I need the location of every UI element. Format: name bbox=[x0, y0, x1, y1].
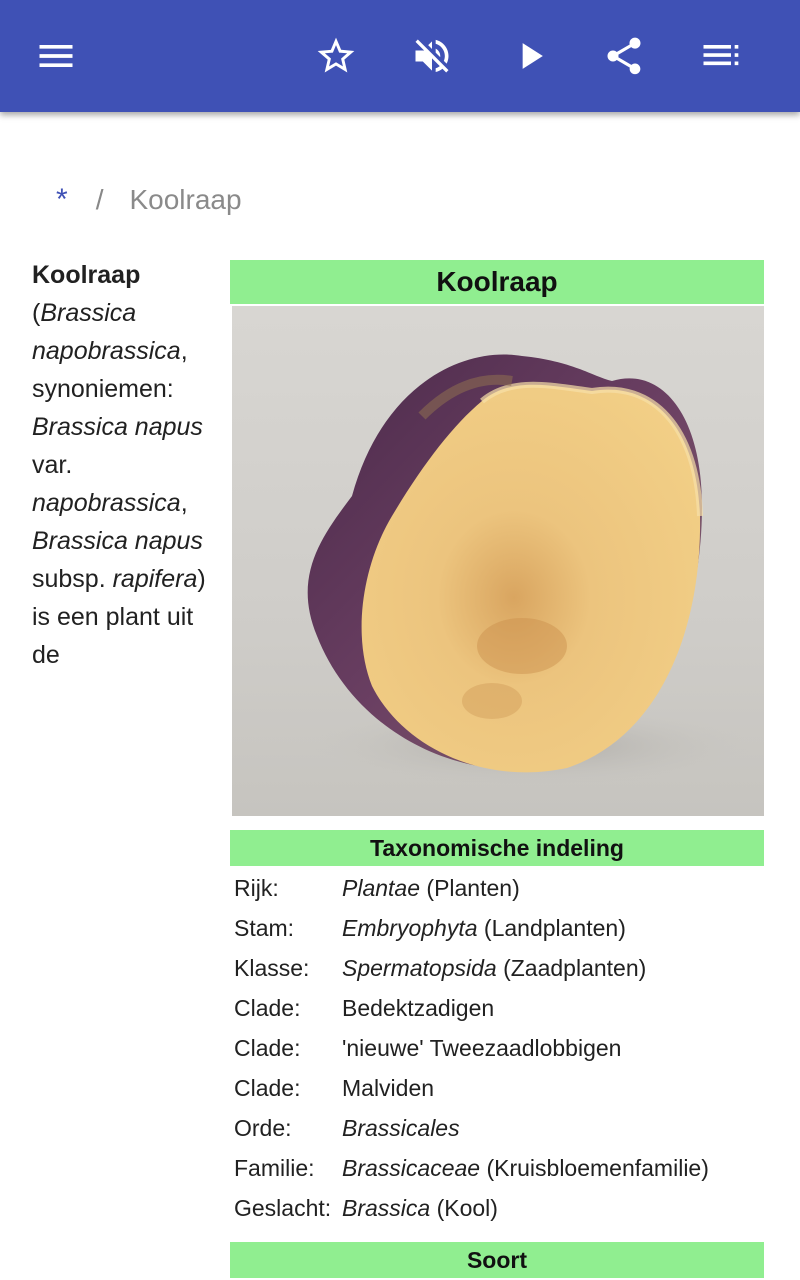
taxonomy-rank: Rijk: bbox=[234, 874, 279, 901]
taxonomy-row bbox=[230, 1108, 764, 1148]
intro-text: ( bbox=[32, 299, 41, 327]
taxonomy-rank: Orde: bbox=[234, 1114, 292, 1141]
app-bar bbox=[0, 0, 800, 112]
taxonomy-common-name: (Kool) bbox=[430, 1194, 498, 1221]
taxonomy-value[interactable] bbox=[342, 995, 494, 1022]
menu-icon bbox=[34, 34, 78, 78]
play-icon bbox=[508, 34, 552, 78]
taxonomy-rank: Familie: bbox=[234, 1154, 315, 1181]
contents-button[interactable] bbox=[684, 20, 756, 92]
menu-button[interactable] bbox=[20, 20, 92, 92]
rutabaga-photo[interactable] bbox=[232, 306, 764, 816]
taxonomy-row bbox=[230, 1068, 764, 1108]
taxonomy-common-name: (Planten) bbox=[420, 874, 520, 901]
taxonomy-row bbox=[230, 988, 764, 1028]
taxonomy-scientific-name: Brassicales bbox=[342, 1114, 460, 1141]
synonym-name: Brassica napus bbox=[32, 413, 203, 441]
intro-text: , bbox=[180, 337, 188, 365]
volume-off-icon bbox=[410, 34, 454, 78]
taxonomy-table bbox=[230, 868, 764, 1228]
share-button[interactable] bbox=[588, 20, 660, 92]
star-outline-icon bbox=[314, 34, 358, 78]
taxonomy-value[interactable] bbox=[342, 1115, 460, 1142]
breadcrumb-separator: / bbox=[95, 184, 104, 215]
share-icon bbox=[602, 34, 646, 78]
taxonomy-common-name: (Landplanten) bbox=[477, 914, 626, 941]
intro-text: subsp. bbox=[32, 565, 113, 593]
taxonomy-row bbox=[230, 1148, 764, 1188]
intro-text: ) is een plant uit de bbox=[32, 565, 206, 669]
taxonomy-value[interactable] bbox=[342, 955, 646, 982]
taxonomy-row bbox=[230, 868, 764, 908]
breadcrumb-home[interactable]: * bbox=[56, 183, 68, 216]
taxonomy-common-name: 'nieuwe' Tweezaadlobbigen bbox=[342, 1034, 622, 1061]
synonym-subspecies: rapifera bbox=[112, 565, 198, 593]
infobox bbox=[230, 260, 764, 1278]
taxonomy-value[interactable] bbox=[342, 1035, 621, 1062]
mute-button[interactable] bbox=[396, 20, 468, 92]
synonym-variety: napobrassica bbox=[32, 489, 181, 517]
species-header: Soort bbox=[230, 1242, 764, 1278]
intro-text: , bbox=[180, 489, 188, 517]
synonym-name: Brassica napus bbox=[32, 527, 203, 555]
taxonomy-rank: Klasse: bbox=[234, 954, 310, 981]
taxonomy-row bbox=[230, 1028, 764, 1068]
scientific-name: Brassica napobrassica bbox=[32, 299, 181, 365]
intro-paragraph bbox=[32, 256, 212, 674]
taxonomy-common-name: (Zaadplanten) bbox=[496, 954, 647, 981]
favorite-button[interactable] bbox=[300, 20, 372, 92]
taxonomy-value[interactable] bbox=[342, 875, 520, 902]
taxonomy-common-name: (Kruisbloemenfamilie) bbox=[480, 1154, 709, 1181]
breadcrumb bbox=[56, 178, 242, 222]
taxonomy-scientific-name: Embryophyta bbox=[342, 914, 478, 941]
taxonomy-scientific-name: Plantae bbox=[342, 874, 421, 901]
list-icon bbox=[698, 34, 742, 78]
intro-text: synoniemen: bbox=[32, 375, 174, 403]
breadcrumb-current: Koolraap bbox=[129, 184, 242, 215]
play-button[interactable] bbox=[494, 20, 566, 92]
taxonomy-scientific-name: Spermatopsida bbox=[342, 954, 497, 981]
taxonomy-rank: Geslacht: bbox=[234, 1194, 332, 1221]
taxonomy-common-name: Bedektzadigen bbox=[342, 994, 495, 1021]
article-title: Koolraap bbox=[32, 261, 141, 289]
intro-text: var. bbox=[32, 451, 73, 479]
taxonomy-value[interactable] bbox=[342, 1155, 709, 1182]
taxonomy-rank: Stam: bbox=[234, 914, 295, 941]
infobox-title: Koolraap bbox=[230, 260, 764, 304]
taxonomy-rank: Clade: bbox=[234, 1074, 301, 1101]
taxonomy-row bbox=[230, 908, 764, 948]
taxonomy-scientific-name: Brassica bbox=[342, 1194, 431, 1221]
taxonomy-scientific-name: Brassicaceae bbox=[342, 1154, 481, 1181]
taxonomy-value[interactable] bbox=[342, 1195, 498, 1222]
taxonomy-common-name: Malviden bbox=[342, 1074, 435, 1101]
taxonomy-rank: Clade: bbox=[234, 1034, 301, 1061]
taxonomy-row bbox=[230, 1188, 764, 1228]
taxonomy-rank: Clade: bbox=[234, 994, 301, 1021]
rutabaga-illustration bbox=[232, 306, 764, 816]
taxonomy-value[interactable] bbox=[342, 1075, 434, 1102]
taxonomy-row bbox=[230, 948, 764, 988]
taxonomy-header: Taxonomische indeling bbox=[230, 830, 764, 866]
taxonomy-value[interactable] bbox=[342, 915, 626, 942]
